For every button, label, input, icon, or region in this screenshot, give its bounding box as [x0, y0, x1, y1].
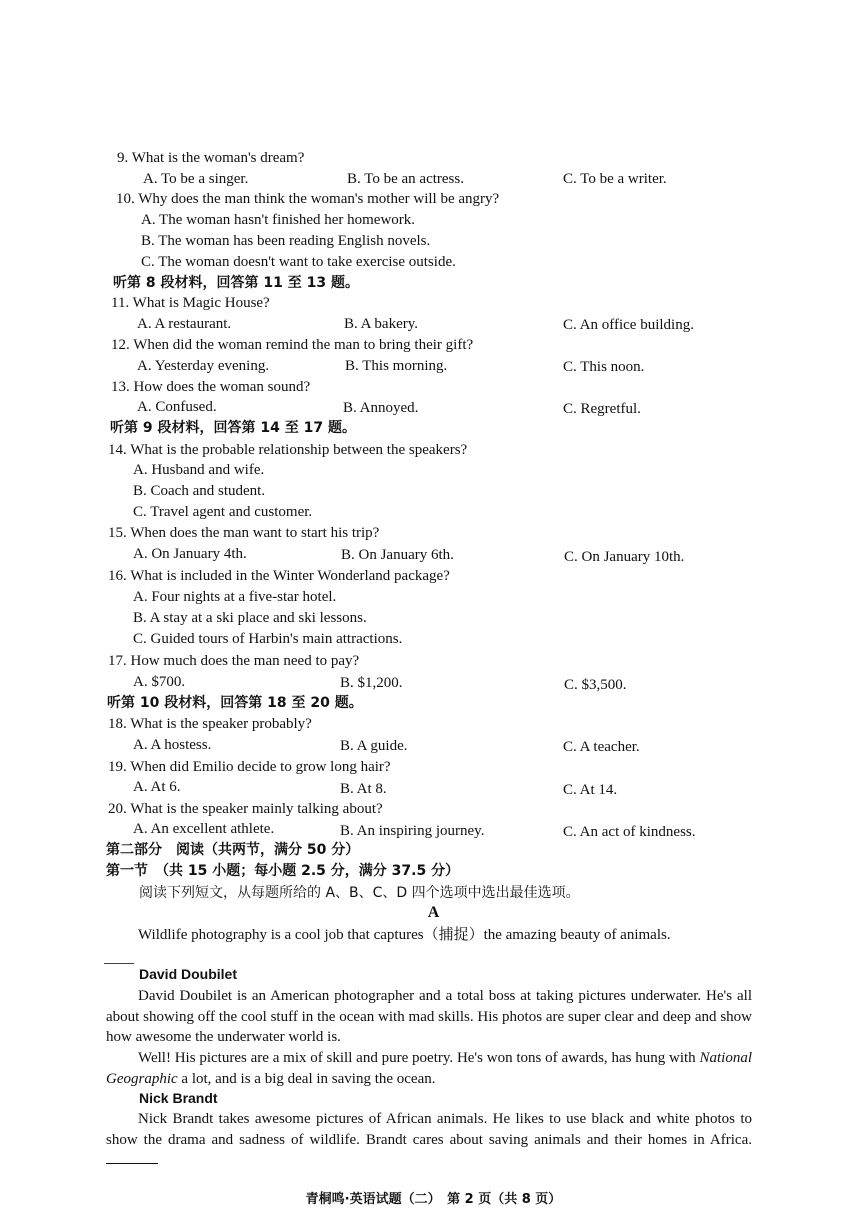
option-b: B. To be an actress. [347, 171, 464, 187]
option-a: A. An excellent athlete. [133, 821, 275, 837]
option-a: A. Confused. [137, 399, 217, 415]
part-title: 第二部分 阅读（共两节，满分 50 分） [106, 842, 360, 858]
option-b: B. A guide. [340, 738, 408, 754]
option-b: B. This morning. [345, 358, 448, 374]
paragraph-text: Nick Brandt takes awesome pictures of African animals. He likes to use black and white photos to show the drama and sadness of wildlife. Brandt cares about saving animals and their homes in Africa. [106, 1111, 752, 1148]
subheading-david-doubilet: David Doubilet [139, 966, 238, 982]
question-stem: 9. What is the woman's dream? [117, 150, 305, 166]
option-b: B. Coach and student. [133, 483, 266, 499]
option-c: C. Travel agent and customer. [133, 504, 313, 520]
question-stem: 11. What is Magic House? [111, 295, 270, 311]
subheading-nick-brandt: Nick Brandt [139, 1090, 218, 1106]
answer-blank[interactable] [106, 1151, 158, 1164]
option-a: A. Four nights at a five-star hotel. [133, 589, 337, 605]
option-c: C. The woman doesn't want to take exercise outside. [141, 254, 456, 270]
option-b: B. $1,200. [340, 675, 403, 691]
option-b: B. A bakery. [344, 316, 419, 332]
magazine-title: National Geographic [106, 1050, 752, 1087]
passage-label: A [427, 904, 440, 921]
option-c: C. A teacher. [563, 739, 640, 755]
paragraph-text: a lot, and is a big deal in saving the ocean. [177, 1070, 436, 1087]
option-a: A. Husband and wife. [133, 462, 265, 478]
question-stem: 10. Why does the man think the woman's mother will be angry? [116, 191, 500, 207]
option-a: A. $700. [133, 674, 186, 690]
question-stem: 18. What is the speaker probably? [108, 716, 312, 732]
option-a: A. The woman hasn't finished her homework. [141, 212, 416, 228]
option-b: B. A stay at a ski place and ski lessons. [133, 610, 367, 626]
reading-instruction: 阅读下列短文，从每题所给的 A、B、C、D 四个选项中选出最佳选项。 [139, 885, 580, 901]
question-stem: 13. How does the woman sound? [111, 379, 311, 395]
option-b: B. The woman has been reading English novels. [141, 233, 431, 249]
question-stem: 12. When did the woman remind the man to bring their gift? [111, 337, 474, 353]
option-c: C. At 14. [563, 782, 618, 798]
paragraph-brandt [106, 1109, 752, 1171]
section-instruction: 听第 8 段材料，回答第 11 至 13 题。 [113, 275, 359, 291]
option-b: B. On January 6th. [341, 547, 454, 563]
option-a: A. A restaurant. [137, 316, 232, 332]
passage-intro: Wildlife photography is a cool job that captures（捕捉）the amazing beauty of animals. [138, 927, 671, 943]
option-b: B. Annoyed. [343, 400, 419, 416]
option-a: A. A hostess. [133, 737, 212, 753]
option-a: A. On January 4th. [133, 546, 247, 562]
question-stem: 16. What is included in the Winter Wonderland package? [108, 568, 450, 584]
option-c: C. An office building. [563, 317, 694, 333]
option-b: B. An inspiring journey. [340, 823, 485, 839]
option-c: C. Regretful. [563, 401, 641, 417]
option-c: C. $3,500. [564, 677, 627, 693]
paragraph-doubilet-2 [106, 1048, 752, 1089]
question-stem: 20. What is the speaker mainly talking about? [108, 801, 383, 817]
option-c: C. Guided tours of Harbin's main attractions. [133, 631, 403, 647]
option-c: C. To be a writer. [563, 171, 667, 187]
option-a: A. To be a singer. [143, 171, 249, 187]
section-instruction: 听第 10 段材料，回答第 18 至 20 题。 [107, 695, 363, 711]
question-stem: 17. How much does the man need to pay? [108, 653, 360, 669]
section-instruction: 听第 9 段材料，回答第 14 至 17 题。 [110, 420, 356, 436]
option-c: C. This noon. [563, 359, 645, 375]
question-stem: 14. What is the probable relationship between the speakers? [108, 442, 468, 458]
question-stem: 15. When does the man want to start his trip? [108, 525, 380, 541]
section-title: 第一节 （共 15 小题；每小题 2.5 分，满分 37.5 分） [106, 863, 460, 879]
divider [104, 963, 134, 964]
option-c: C. On January 10th. [564, 549, 685, 565]
option-b: B. At 8. [340, 781, 387, 797]
paragraph-doubilet-1: David Doubilet is an American photographer and a total boss at taking pictures underwater. He's all about showing off the cool stuff in the ocean with mad skills. His photos are super clear and deep and show how awesome the underwater world is. [106, 988, 752, 1045]
option-a: A. At 6. [133, 779, 181, 795]
option-c: C. An act of kindness. [563, 824, 696, 840]
question-stem: 19. When did Emilio decide to grow long hair? [108, 759, 391, 775]
page-footer: 青桐鸣·英语试题（二） 第 2 页（共 8 页） [305, 1192, 562, 1207]
paragraph-text: Well! His pictures are a mix of skill and pure poetry. He's won tons of awards, has hung with [138, 1050, 700, 1066]
option-a: A. Yesterday evening. [137, 358, 270, 374]
